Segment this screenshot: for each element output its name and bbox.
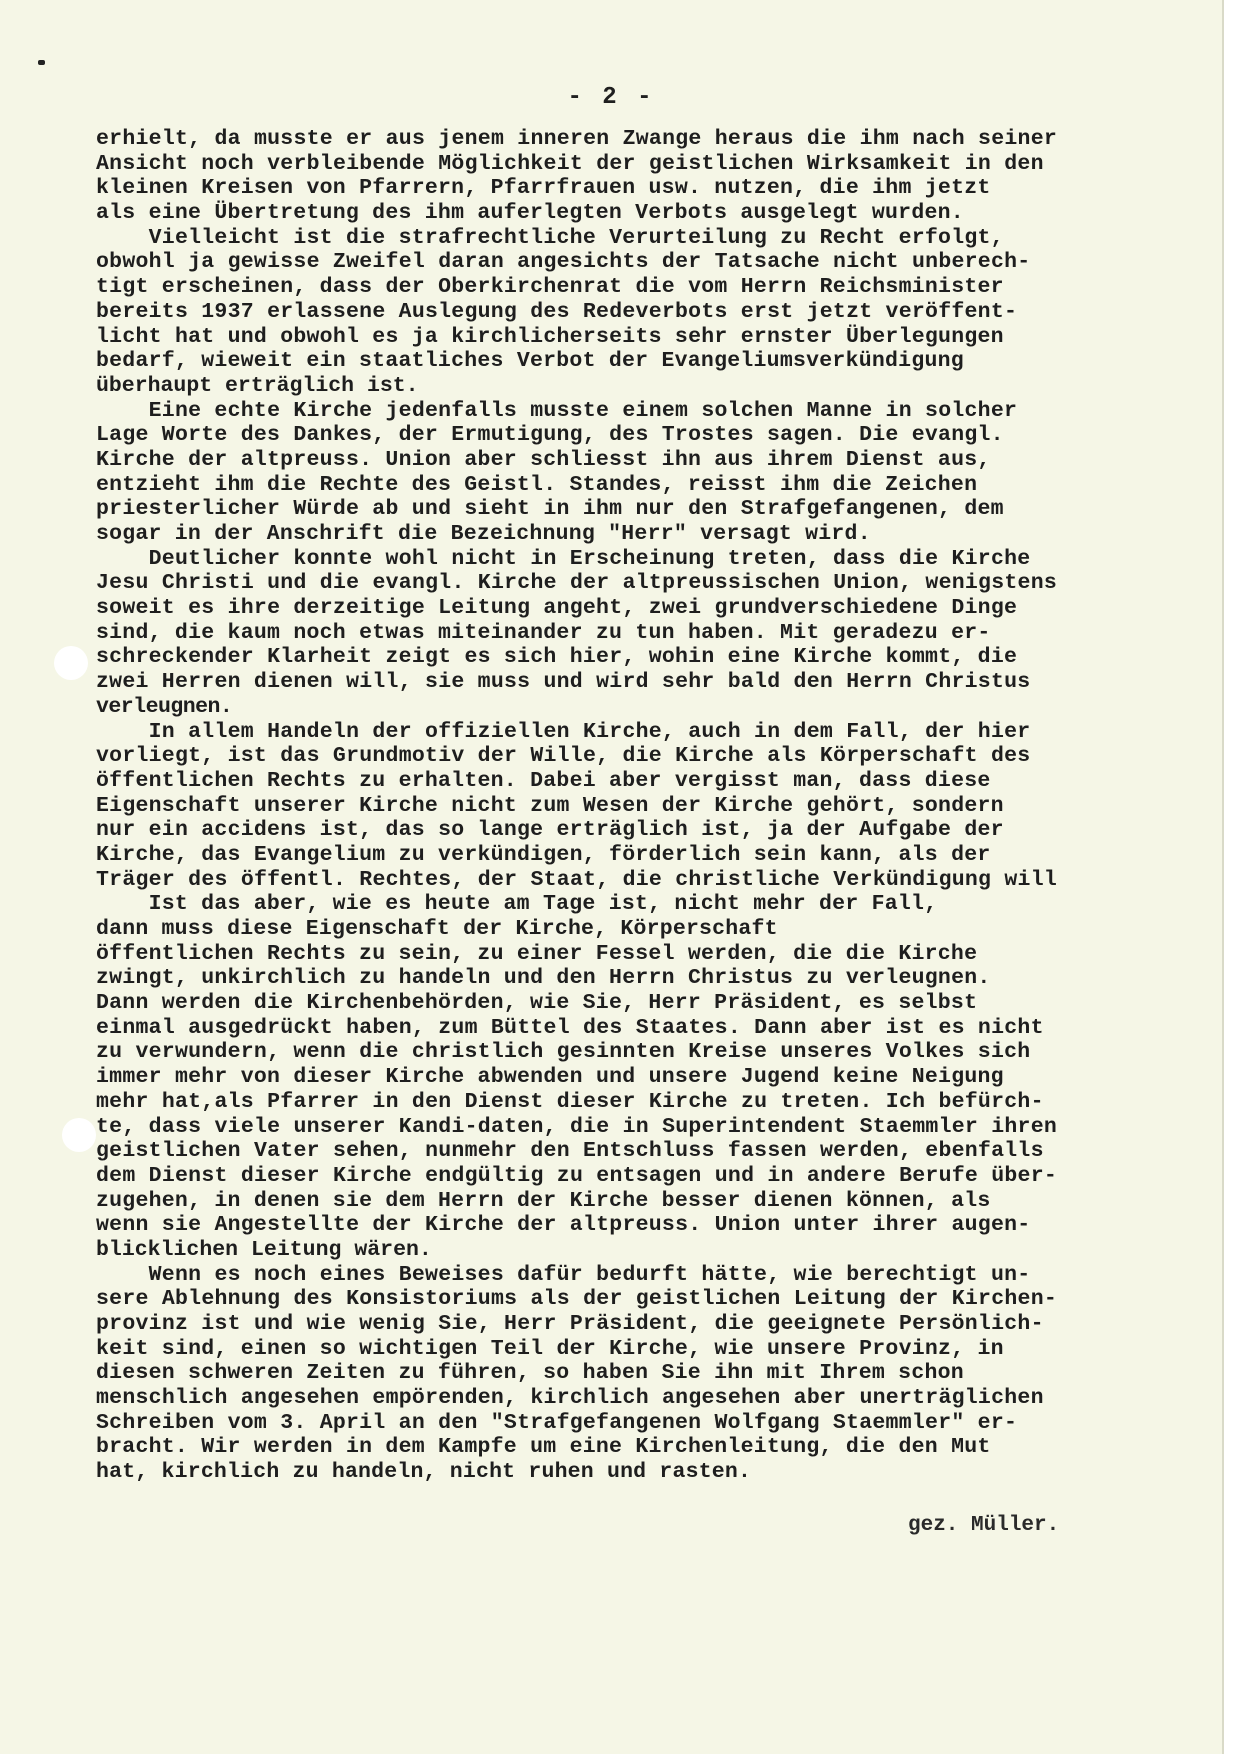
text-line: vorliegt, ist das Grundmotiv der Wille, die Kirche als Körperschaft des: [96, 744, 1031, 769]
text-line: entzieht ihm die Rechte des Geistl. Standes, reisst ihm die Zeichen: [96, 472, 978, 497]
punch-hole-top: [54, 646, 88, 680]
text-line: Schreiben vom 3. April an den "Strafgefangenen Wolfgang Staemmler" er-: [96, 1410, 1018, 1435]
text-line: priesterlicher Würde ab und sieht in ihm nur den Strafgefangenen, dem: [96, 497, 1004, 522]
text-line: Eine echte Kirche jedenfalls musste einem solchen Manne in solcher: [96, 398, 1018, 423]
text-line: Deutlicher konnte wohl nicht in Erscheinung treten, dass die Kirche: [96, 546, 1031, 571]
text-line: tigt erscheinen, dass der Oberkirchenrat die vom Herrn Reichsminister: [96, 275, 1004, 300]
text-line: mehr hat,als Pfarrer in den Dienst dieser Kirche zu treten. Ich befürch-: [96, 1089, 1044, 1114]
page-number: - 2 -: [567, 84, 655, 111]
text-line: bereits 1937 erlassene Auslegung des Redeverbots erst jetzt veröffent-: [96, 299, 1018, 324]
text-line: sere Ablehnung des Konsistoriums als der geistlichen Leitung der Kirchen-: [96, 1287, 1058, 1312]
signature-line: gez. Müller.: [908, 1514, 1060, 1537]
text-line: verleugnen.: [96, 694, 233, 719]
text-line: provinz ist und wie wenig Sie, Herr Präsident, die geeignete Persönlich-: [96, 1312, 1044, 1336]
text-line: öffentlichen Rechts zu erhalten. Dabei aber vergisst man, dass diese: [96, 768, 991, 793]
letter-body: [96, 127, 1216, 1485]
text-line: keit sind, einen so wichtigen Teil der Kirche, wie unsere Provinz, in: [96, 1336, 1004, 1361]
text-line: blicklichen Leitung wären.: [96, 1237, 432, 1262]
text-line: Lage Worte des Dankes, der Ermutigung, des Trostes sagen. Die evangl.: [96, 423, 1004, 448]
text-line: bracht. Wir werden in dem Kampfe um eine Kirchenleitung, die den Mut: [96, 1435, 991, 1460]
punch-hole-bottom: [62, 1118, 96, 1152]
text-line: geistlichen Vater sehen, nunmehr den Entschluss fassen werden, ebenfalls: [96, 1139, 1044, 1164]
text-line: Ist das aber, wie es heute am Tage ist, nicht mehr der Fall,: [96, 892, 938, 917]
text-line: bedarf, wieweit ein staatliches Verbot der Evangeliumsverkündigung: [96, 349, 964, 374]
text-line: Kirche der altpreuss. Union aber schliesst ihn aus ihrem Dienst aus,: [96, 447, 991, 472]
text-line: immer mehr von dieser Kirche abwenden und unsere Jugend keine Neigung: [96, 1065, 1004, 1090]
text-line: In allem Handeln der offiziellen Kirche, auch in dem Fall, der hier: [96, 719, 1031, 744]
text-line: hat, kirchlich zu handeln, nicht ruhen und rasten.: [96, 1460, 752, 1485]
text-line: dem Dienst dieser Kirche endgültig zu entsagen und in andere Berufe über-: [96, 1163, 1058, 1188]
text-line: sind, die kaum noch etwas miteinander zu tun haben. Mit geradezu er-: [96, 620, 991, 645]
text-line: schreckender Klarheit zeigt es sich hier, wohin eine Kirche kommt, die: [96, 645, 1018, 670]
text-line: obwohl ja gewisse Zweifel daran angesichts der Tatsache nicht unberech-: [96, 250, 1031, 275]
text-line: nur ein accidens ist, das so lange erträglich ist, ja der Aufgabe der: [96, 818, 1004, 843]
text-line: te, dass viele unserer Kandi-daten, die in Superintendent Staemmler ihren: [96, 1114, 1058, 1139]
text-line: Jesu Christi und die evangl. Kirche der altpreussischen Union, wenigstens: [96, 571, 1058, 596]
text-line: überhaupt erträglich ist.: [96, 373, 419, 398]
text-line: kleinen Kreisen von Pfarrern, Pfarrfrauen usw. nutzen, die ihm jetzt: [96, 176, 991, 201]
text-line: Träger des öffentl. Rechtes, der Staat, die christliche Verkündigung will: [96, 867, 1058, 892]
margin-mark: [38, 60, 45, 65]
text-line: sogar in der Anschrift die Bezeichnung "Herr" versagt wird.: [96, 522, 871, 546]
text-line: Eigenschaft unserer Kirche nicht zum Wesen der Kirche gehört, sondern: [96, 793, 1004, 818]
text-line: Dann werden die Kirchenbehörden, wie Sie, Herr Präsident, es selbst: [96, 991, 978, 1016]
text-line: zwei Herren dienen will, sie muss und wird sehr bald den Herrn Christus: [96, 670, 1031, 695]
text-line: wenn sie Angestellte der Kirche der altpreuss. Union unter ihrer augen-: [96, 1213, 1031, 1238]
text-line: einmal ausgedrückt haben, zum Büttel des Staates. Dann aber ist es nicht: [96, 1015, 1044, 1040]
text-line: diesen schweren Zeiten zu führen, so haben Sie ihn mit Ihrem schon: [96, 1361, 964, 1386]
text-line: Wenn es noch eines Beweises dafür bedurft hätte, wie berechtigt un-: [96, 1262, 1031, 1287]
text-line: soweit es ihre derzeitige Leitung angeht, zwei grundverschiedene Dinge: [96, 596, 1018, 621]
text-line: licht hat und obwohl es ja kirchlicherseits sehr ernster Überlegungen: [96, 324, 1004, 349]
text-line: zu verwundern, wenn die christlich gesinnten Kreise unseres Volkes sich: [96, 1040, 1031, 1065]
text-line: Vielleicht ist die strafrechtliche Verurteilung zu Recht erfolgt,: [96, 225, 1004, 250]
text-line: zugehen, in denen sie dem Herrn der Kirche besser dienen können, als: [96, 1188, 991, 1213]
text-line: Ansicht noch verbleibende Möglichkeit der geistlichen Wirksamkeit in den: [96, 151, 1044, 176]
text-line: Kirche, das Evangelium zu verkündigen, förderlich sein kann, als der: [96, 842, 991, 867]
text-line: menschlich angesehen empörenden, kirchlich angesehen aber unerträglichen: [96, 1386, 1044, 1411]
text-line: dann muss diese Eigenschaft der Kirche, Körperschaft: [96, 917, 778, 941]
text-line: als eine Übertretung des ihm auferlegten Verbots ausgelegt wurden.: [96, 201, 964, 226]
text-line: erhielt, da musste er aus jenem inneren Zwange heraus die ihm nach seiner: [96, 127, 1058, 151]
text-line: zwingt, unkirchlich zu handeln und den Herrn Christus zu verleugnen.: [96, 966, 991, 991]
text-line: öffentlichen Rechts zu sein, zu einer Fessel werden, die die Kirche: [96, 941, 978, 966]
